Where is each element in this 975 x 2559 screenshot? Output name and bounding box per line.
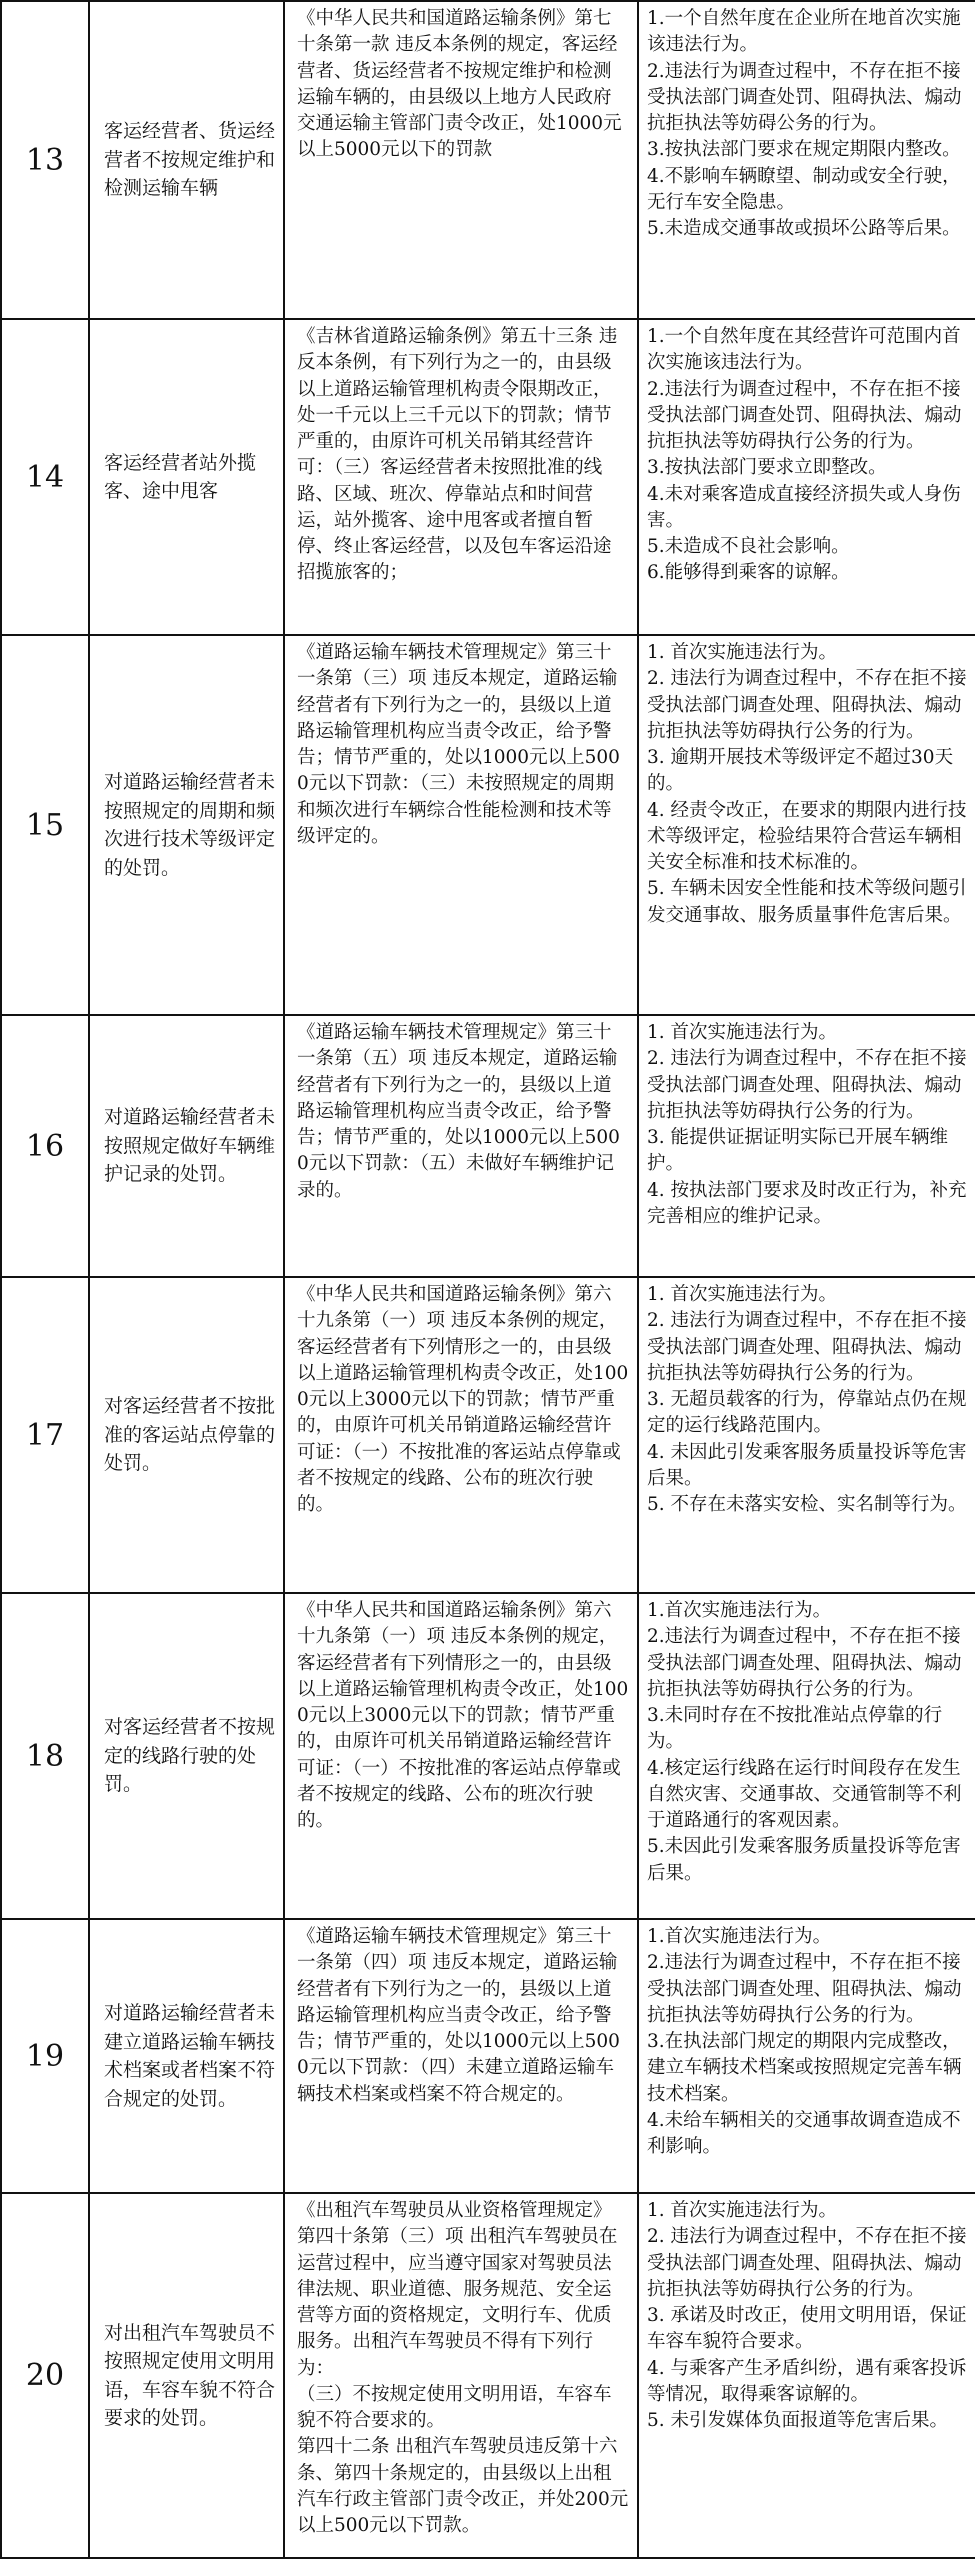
legal-basis-paragraph: 《中华人民共和国道路运输条例》第六十九条第（一）项 违反本条例的规定，客运经营者有下列情形之一的，由县级以上道路运输管理机构责令改正，处1000元以上3000元以下的罚款；情节严重的，由原许可机关吊销道路运输经营许可证：（一）不按批准的客运站点停靠或者不按规定的线路、公布的班次行驶的。 (297, 1284, 629, 1516)
exemption-conditions (638, 1919, 975, 2193)
legal-basis (284, 1, 638, 319)
condition-item: 3. 无超员载客的行为，停靠站点仍在规定的运行线路范围内。 (647, 1389, 967, 1437)
condition-item: 2. 违法行为调查过程中，不存在拒不接受执法部门调查处理、阻碍执法、煽动抗拒执法等妨碍执行公务的行为。 (647, 668, 967, 742)
legal-basis-paragraph: 第四十二条 出租汽车驾驶员违反第十六条、第四十条规定的，由县级以上出租汽车行政主管部门责令改正，并处200元以上500元以下罚款。 (297, 2436, 629, 2537)
condition-item: 1. 首次实施违法行为。 (647, 2200, 838, 2221)
violation-description: 对道路运输经营者未按照规定做好车辆维护记录的处罚。 (89, 1015, 284, 1277)
row-number: 13 (1, 1, 89, 319)
condition-item: 2.违法行为调查过程中，不存在拒不接受执法部门调查处理、阻碍执法、煽动抗拒执法等妨碍执行公务的行为。 (647, 1626, 962, 1700)
table-row (1, 319, 975, 635)
condition-item: 4. 与乘客产生矛盾纠纷，遇有乘客投诉等情况，取得乘客谅解的。 (647, 2357, 967, 2405)
row-number: 17 (1, 1277, 89, 1593)
legal-basis-paragraph: （三）不按规定使用文明用语，车容车貌不符合要求的。 (297, 2383, 612, 2432)
legal-basis (284, 1919, 638, 2193)
legal-basis (284, 1015, 638, 1277)
violation-description: 客运经营者站外揽客、途中甩客 (89, 319, 284, 635)
violation-description: 对客运经营者不按批准的客运站点停靠的处罚。 (89, 1277, 284, 1593)
table-row (1, 1015, 975, 1277)
row-number: 14 (1, 319, 89, 635)
legal-basis-paragraph: 第四十条第（三）项 出租汽车驾驶员在运营过程中，应当遵守国家对驾驶员法律法规、职业道德、服务规范、安全运营等方面的资格规定，文明行车、优质服务。出租汽车驾驶员不得有下列行为： (297, 2226, 618, 2379)
legal-basis (284, 1277, 638, 1593)
legal-basis (284, 1593, 638, 1919)
condition-item: 2.违法行为调查过程中，不存在拒不接受执法部门调查处理、阻碍执法、煽动抗拒执法等妨碍执行公务的行为。 (647, 1952, 962, 2026)
row-number: 15 (1, 635, 89, 1015)
condition-item: 5.未因此引发乘客服务质量投诉等危害后果。 (647, 1836, 961, 1884)
condition-item: 5. 未引发媒体负面报道等危害后果。 (647, 2410, 949, 2432)
legal-basis (284, 2193, 638, 2558)
table-body (1, 1, 975, 2558)
legal-basis-paragraph: 《出租汽车驾驶员从业资格管理规定》 (297, 2200, 612, 2221)
condition-item: 1.一个自然年度在其经营许可范围内首次实施该违法行为。 (647, 326, 961, 374)
condition-item: 5.未造成交通事故或损坏公路等后果。 (647, 218, 961, 240)
exemption-conditions (638, 1, 975, 319)
condition-item: 3. 逾期开展技术等级评定不超过30天的。 (647, 747, 954, 795)
violation-description: 对道路运输经营者未按照规定的周期和频次进行技术等级评定的处罚。 (89, 635, 284, 1015)
condition-item: 5.未造成不良社会影响。 (647, 536, 850, 558)
legal-basis (284, 635, 638, 1015)
legal-basis-paragraph: 《中华人民共和国道路运输条例》第六十九条第（一）项 违反本条例的规定，客运经营者有下列情形之一的，由县级以上道路运输管理机构责令改正，处1000元以上3000元以下的罚款；情节严重的，由原许可机关吊销道路运输经营许可证：（一）不按批准的客运站点停靠或者不按规定的线路、公布的班次行驶的。 (297, 1600, 629, 1832)
condition-item: 3. 承诺及时改正，使用文明用语，保证车容车貌符合要求。 (647, 2305, 967, 2353)
legal-basis (284, 319, 638, 635)
condition-item: 4. 按执法部门要求及时改正行为，补充完善相应的维护记录。 (647, 1179, 967, 1227)
row-number: 18 (1, 1593, 89, 1919)
condition-item: 3.未同时存在不按批准站点停靠的行为。 (647, 1705, 943, 1753)
condition-item: 1.首次实施违法行为。 (647, 1926, 832, 1947)
violation-description: 对道路运输经营者未建立道路运输车辆技术档案或者档案不符合规定的处罚。 (89, 1919, 284, 2193)
legal-basis-paragraph: 《道路运输车辆技术管理规定》第三十一条第（三）项 违反本规定，道路运输经营者有下列行为之一的，县级以上道路运输管理机构应当责令改正，给予警告；情节严重的，处以1000元以上5000元以下罚款：（三）未按照规定的周期和频次进行车辆综合性能检测和技术等级评定的。 (297, 642, 620, 847)
violation-description: 对出租汽车驾驶员不按照规定使用文明用语，车容车貌不符合要求的处罚。 (89, 2193, 284, 2558)
condition-item: 4. 未因此引发乘客服务质量投诉等危害后果。 (647, 1441, 967, 1489)
exemption-conditions (638, 2193, 975, 2558)
exemption-conditions (638, 1277, 975, 1593)
exemption-conditions (638, 319, 975, 635)
table-row (1, 1277, 975, 1593)
violation-description: 客运经营者、货运经营者不按规定维护和检测运输车辆 (89, 1, 284, 319)
exemption-conditions (638, 635, 975, 1015)
violation-description: 对客运经营者不按规定的线路行驶的处罚。 (89, 1593, 284, 1919)
condition-item: 4.未给车辆相关的交通事故调查造成不利影响。 (647, 2109, 961, 2158)
condition-item: 3.按执法部门要求立即整改。 (647, 457, 887, 479)
table-row (1, 1919, 975, 2193)
condition-item: 5. 不存在未落实安检、实名制等行为。 (647, 1494, 967, 1516)
condition-item: 1. 首次实施违法行为。 (647, 642, 838, 663)
condition-item: 2. 违法行为调查过程中，不存在拒不接受执法部门调查处理、阻碍执法、煽动抗拒执法等妨碍执行公务的行为。 (647, 1310, 967, 1384)
exemption-conditions (638, 1015, 975, 1277)
condition-item: 3.按执法部门要求在规定期限内整改。 (647, 139, 961, 161)
condition-item: 6.能够得到乘客的谅解。 (647, 562, 850, 584)
table-row (1, 1, 975, 319)
table-row (1, 635, 975, 1015)
condition-item: 4.未对乘客造成直接经济损失或人身伤害。 (647, 483, 961, 531)
row-number: 16 (1, 1015, 89, 1277)
condition-item: 3.在执法部门规定的期限内完成整改，建立车辆技术档案或按照规定完善车辆技术档案。 (647, 2031, 962, 2105)
table-row (1, 1593, 975, 1919)
condition-item: 4. 经责令改正，在要求的期限内进行技术等级评定，检验结果符合营运车辆相关安全标准和技术标准的。 (647, 799, 967, 874)
condition-item: 1. 首次实施违法行为。 (647, 1284, 838, 1305)
condition-item: 3. 能提供证据证明实际已开展车辆维护。 (647, 1127, 949, 1175)
condition-item: 1.首次实施违法行为。 (647, 1600, 832, 1621)
legal-basis-paragraph: 《吉林省道路运输条例》第五十三条 违反本条例，有下列行为之一的，由县级以上道路运输管理机构责令限期改正，处一千元以上三千元以下的罚款；情节严重的，由原许可机关吊销其经营许可：（三）客运经营者未按照批准的线路、区域、班次、停靠站点和时间营运，站外揽客、途中甩客或者擅自暂停、终止客运经营，以及包车客运沿途招揽旅客的； (297, 326, 618, 584)
condition-item: 2. 违法行为调查过程中，不存在拒不接受执法部门调查处理、阻碍执法、煽动抗拒执法等妨碍执行公务的行为。 (647, 1048, 967, 1122)
legal-basis-paragraph: 《道路运输车辆技术管理规定》第三十一条第（五）项 违反本规定，道路运输经营者有下列行为之一的，县级以上道路运输管理机构应当责令改正，给予警告；情节严重的，处以1000元以上5000元以下罚款：（五）未做好车辆维护记录的。 (297, 1022, 620, 1201)
legal-basis-paragraph: 《中华人民共和国道路运输条例》第七十条第一款 违反本条例的规定，客运经营者、货运经营者不按规定维护和检测运输车辆的，由县级以上地方人民政府交通运输主管部门责令改正，处1000元以上5000元以下的罚款 (297, 8, 622, 161)
row-number: 20 (1, 2193, 89, 2558)
condition-item: 4.不影响车辆瞭望、制动或安全行驶，无行车安全隐患。 (647, 165, 961, 213)
table-row (1, 2193, 975, 2558)
exemption-conditions (638, 1593, 975, 1919)
condition-item: 1. 首次实施违法行为。 (647, 1022, 838, 1043)
condition-item: 2.违法行为调查过程中，不存在拒不接受执法部门调查处罚、阻碍执法、煽动抗拒执法等妨碍公务的行为。 (647, 60, 962, 135)
legal-basis-paragraph: 《道路运输车辆技术管理规定》第三十一条第（四）项 违反本规定，道路运输经营者有下列行为之一的，县级以上道路运输管理机构应当责令改正，给予警告；情节严重的，处以1000元以上5000元以下罚款：（四）未建立道路运输车辆技术档案或档案不符合规定的。 (297, 1926, 620, 2105)
condition-item: 5. 车辆未因安全性能和技术等级问题引发交通事故、服务质量事件危害后果。 (647, 878, 967, 926)
condition-item: 2. 违法行为调查过程中，不存在拒不接受执法部门调查处理、阻碍执法、煽动抗拒执法等妨碍执行公务的行为。 (647, 2226, 967, 2300)
condition-item: 4.核定运行线路在运行时间段存在发生自然灾害、交通事故、交通管制等不利于道路通行的客观因素。 (647, 1757, 962, 1832)
condition-item: 1.一个自然年度在企业所在地首次实施该违法行为。 (647, 8, 961, 56)
condition-item: 2.违法行为调查过程中，不存在拒不接受执法部门调查处罚、阻碍执法、煽动抗拒执法等妨碍执行公务的行为。 (647, 378, 962, 453)
row-number: 19 (1, 1919, 89, 2193)
